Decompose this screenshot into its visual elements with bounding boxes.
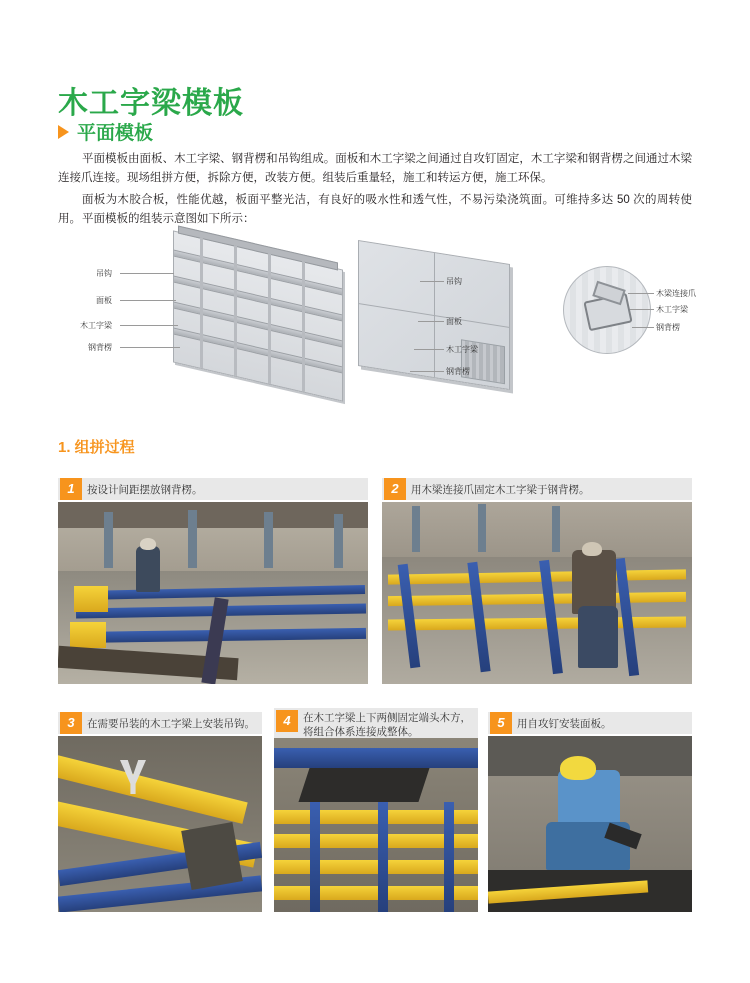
step-caption-text-1: 按设计间距摆放钢背楞。 [87, 483, 203, 496]
photo-column [478, 504, 486, 552]
paragraph-1: 平面模板由面板、木工字梁、钢背楞和吊钩组成。面板和木工字梁之间通过自攻钉固定，木工字梁和钢背楞之间通过木梁连接爪连接。现场组拼方便，拆除方便，改装方便。组装后重量轻，施工和转运方便，施工环保。 [58, 153, 692, 184]
step-caption-text-5: 用自攻钉安装面板。 [517, 717, 612, 730]
triangle-bullet-icon [58, 125, 69, 139]
diagram-label-left-3: 木工字梁 [80, 321, 112, 330]
page-title: 木工字梁模板 [58, 87, 244, 121]
section-heading [58, 118, 153, 145]
worker-head [140, 538, 156, 550]
photo-column [412, 506, 420, 552]
plywood-panel [298, 768, 429, 802]
hook-bracket [181, 822, 243, 890]
step-caption-text-4: 在木工字梁上下两侧固定端头木方，将组合体系连接成整体。 [303, 712, 471, 738]
step-photo-2 [382, 502, 692, 684]
photo-column [188, 510, 197, 568]
vertical-rib-shape [234, 245, 237, 376]
diagram-label-left-1: 吊钩 [96, 269, 112, 278]
yellow-beam [70, 622, 106, 648]
diagram-panel-middle [358, 240, 510, 390]
step-number-2: 2 [384, 478, 406, 500]
diagram-panel-left [173, 230, 343, 401]
vertical-rib-shape [268, 253, 271, 384]
steel-beam-vertical [378, 802, 388, 912]
diagram-label-right-1: 木梁连接爪 [656, 289, 696, 298]
panel-seam [434, 253, 435, 377]
diagram-label-mid-3: 木工字梁 [446, 345, 478, 354]
photo-column [264, 512, 273, 568]
step-photo-3 [58, 736, 262, 912]
step-caption-text-3: 在需要吊装的木工字梁上安装吊钩。 [87, 717, 255, 730]
step-photo-5 [488, 736, 692, 912]
yellow-beam [74, 586, 108, 612]
section-heading-label: 平面模板 [77, 123, 154, 144]
leader-line [410, 371, 444, 372]
paragraph-3: 平面模板的组装示意图如下所示： [82, 213, 255, 225]
steel-beam-vertical [310, 802, 320, 912]
step-caption-text-2: 用木梁连接爪固定木工字梁于钢背楞。 [411, 483, 590, 496]
worker-head [582, 542, 602, 556]
step-photo-4 [274, 738, 478, 912]
step-caption-2 [382, 478, 692, 500]
steps-heading: 1. 组拼过程 [58, 439, 135, 456]
leader-line [120, 347, 180, 348]
worker-figure [572, 550, 616, 614]
step-number-4: 4 [276, 710, 298, 732]
diagram-detail-circle [563, 266, 651, 354]
step-photo-1 [58, 502, 368, 684]
steel-waler-beam [274, 748, 478, 768]
step-number-3: 3 [60, 712, 82, 734]
safety-helmet [560, 756, 596, 780]
step-number-1: 1 [60, 478, 82, 500]
photo-column [104, 512, 113, 568]
diagram-label-right-3: 钢背楞 [656, 323, 680, 332]
worker-legs [578, 606, 618, 668]
diagram-label-left-2: 面板 [96, 296, 112, 305]
leader-line [628, 293, 654, 294]
leader-line [632, 327, 654, 328]
leader-line [414, 349, 444, 350]
step-caption-1 [58, 478, 368, 500]
step-caption-3 [58, 712, 262, 734]
leader-line [120, 325, 178, 326]
diagram-label-right-2: 木工字梁 [656, 305, 688, 314]
vertical-rib-shape [200, 238, 203, 369]
worker-figure [136, 546, 160, 592]
leader-line [630, 309, 654, 310]
diagram-label-left-4: 钢背楞 [88, 343, 112, 352]
leader-line [120, 300, 176, 301]
diagram-label-mid-1: 吊钩 [446, 277, 462, 286]
step-caption-5 [488, 712, 692, 734]
step-caption-4 [274, 708, 478, 738]
paragraph-2: 面板为木胶合板，性能优越，板面平整光洁，有良好的吸水性和透气性，不易污染浇筑面。可维持多达 50 次的周转使用。 [58, 194, 692, 225]
diagram-label-mid-4: 钢背楞 [446, 367, 470, 376]
leader-line [418, 321, 444, 322]
diagram-label-mid-2: 面板 [446, 317, 462, 326]
assembly-diagram [58, 238, 696, 408]
vertical-rib-shape [302, 261, 305, 392]
photo-column [334, 514, 343, 568]
leader-line [420, 281, 444, 282]
leader-line [120, 273, 174, 274]
photo-background [382, 502, 692, 557]
photo-column [552, 506, 560, 552]
steel-beam-vertical [444, 802, 454, 912]
step-number-5: 5 [490, 712, 512, 734]
